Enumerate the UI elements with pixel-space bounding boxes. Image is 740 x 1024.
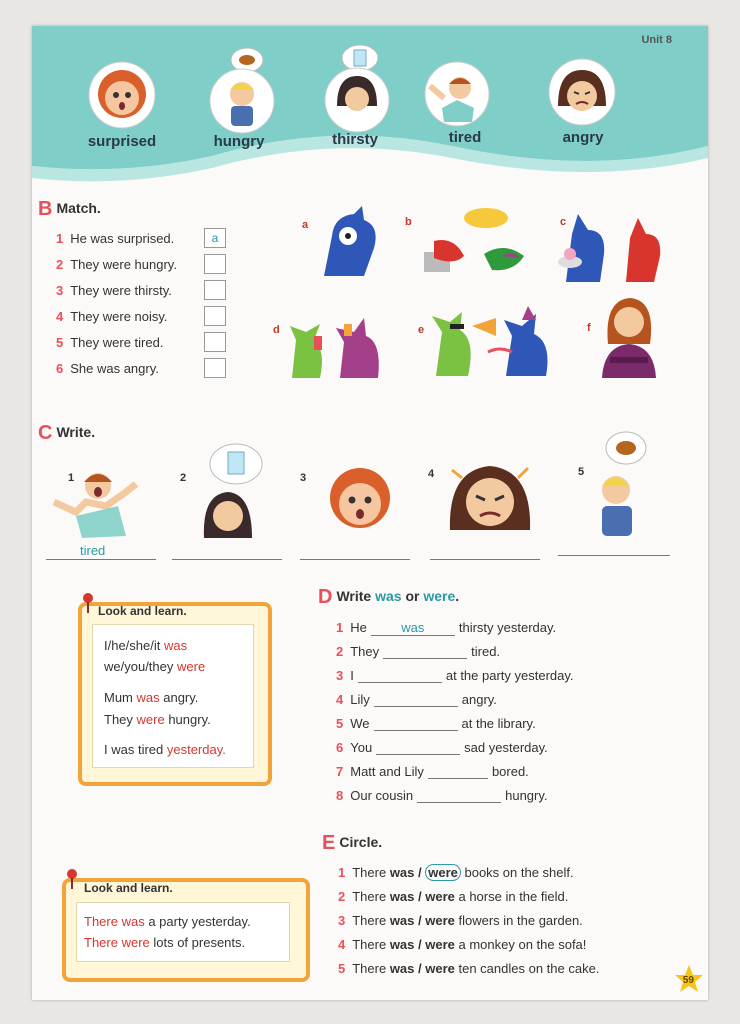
option-was[interactable]: was: [389, 937, 415, 952]
picture-letter-e: e: [418, 324, 425, 336]
surprised-monster-picture: [314, 206, 389, 281]
emotion-label-tired: tired: [448, 129, 482, 146]
write-number-5: 5: [578, 466, 585, 478]
write-answer-line[interactable]: [172, 558, 282, 560]
picture-letter-d: d: [273, 324, 280, 336]
write-was-were-item: 5 We at the library.: [336, 716, 536, 731]
answer-blank[interactable]: [358, 668, 442, 683]
unit-label: Unit 8: [641, 34, 672, 46]
answer-blank[interactable]: [376, 740, 460, 755]
answer-blank[interactable]: [383, 644, 467, 659]
section-letter: C: [38, 422, 53, 444]
write-number-1: 1: [68, 472, 75, 484]
write-number-2: 2: [180, 472, 187, 484]
circle-item: 2 There was / were a horse in the field.: [338, 889, 569, 904]
section-title: Match.: [56, 200, 101, 216]
answer-blank[interactable]: [374, 716, 458, 731]
grammar-line: I/he/she/it was: [104, 638, 188, 653]
thirsty-girl-picture: [190, 440, 270, 540]
answer-blank[interactable]: [417, 788, 501, 803]
option-was[interactable]: was: [389, 889, 415, 904]
tired-boy-picture: [46, 456, 146, 538]
section-letter: D: [318, 586, 333, 608]
circle-item: 4 There was / were a monkey on the sofa!: [338, 937, 587, 952]
hungry-boy-icon: [207, 46, 277, 136]
pin-icon: [64, 868, 80, 890]
picture-letter-c: c: [560, 216, 567, 228]
emotion-label-hungry: hungry: [213, 133, 265, 150]
emotion-label-angry: angry: [562, 129, 604, 146]
match-answer-box[interactable]: [204, 306, 226, 326]
write-number-4: 4: [428, 468, 435, 480]
answer-blank[interactable]: [428, 764, 488, 779]
write-was-were-item: 6 You sad yesterday.: [336, 740, 548, 755]
option-was[interactable]: was: [389, 865, 415, 880]
circle-item: 5 There was / were ten candles on the cake.: [338, 961, 600, 976]
grammar-line: we/you/they were: [104, 659, 206, 674]
grammar-line: I was tired yesterday.: [104, 742, 226, 757]
hungry-boy-picture: [580, 428, 656, 538]
match-answer-box[interactable]: [204, 280, 226, 300]
eating-monsters-picture: [554, 204, 674, 284]
option-was[interactable]: was: [389, 913, 415, 928]
grammar-line: Mum was angry.: [104, 690, 199, 705]
match-answer-box[interactable]: [204, 332, 226, 352]
write-number-3: 3: [300, 472, 307, 484]
write-was-were-item: 7 Matt and Lily bored.: [336, 764, 529, 779]
section-d-heading: D Write was or were.: [318, 586, 460, 608]
pin-icon: [80, 592, 96, 614]
grammar-line: They were hungry.: [104, 712, 211, 727]
circle-item: 3 There was / were flowers in the garden.: [338, 913, 583, 928]
option-were[interactable]: were: [425, 889, 455, 904]
match-answer-box[interactable]: a: [204, 228, 226, 248]
emotion-label-surprised: surprised: [87, 133, 157, 150]
grammar-line: There were lots of presents.: [84, 935, 246, 950]
look-and-learn-title: Look and learn.: [84, 881, 173, 895]
match-item: 6 She was angry.: [56, 361, 159, 376]
write-answer-1: tired: [80, 543, 106, 558]
match-item: 3 They were thirsty.: [56, 283, 172, 298]
workbook-page: [32, 26, 708, 1000]
page-number: 59: [682, 975, 694, 986]
section-title: Write.: [56, 424, 96, 440]
match-item: 2 They were hungry.: [56, 257, 177, 272]
section-letter: E: [322, 832, 336, 854]
option-were[interactable]: were: [425, 937, 455, 952]
surprised-girl-picture: [320, 458, 400, 540]
section-e-heading: [322, 832, 382, 855]
write-answer-line[interactable]: [300, 558, 410, 560]
write-was-were-item: 4 Lily angry.: [336, 692, 497, 707]
match-item: 4 They were noisy.: [56, 309, 168, 324]
surprised-face-icon: [87, 60, 157, 130]
write-was-were-item: 8 Our cousin hungry.: [336, 788, 548, 803]
write-was-were-item: 3 I at the party yesterday.: [336, 668, 574, 683]
write-answer-line[interactable]: [430, 558, 540, 560]
match-answer-box[interactable]: [204, 358, 226, 378]
thirsty-girl-icon: [322, 44, 392, 136]
angry-girl-icon: [546, 56, 618, 128]
picture-letter-a: a: [302, 219, 309, 231]
match-answer-box[interactable]: [204, 254, 226, 274]
emotion-label-thirsty: thirsty: [332, 131, 378, 148]
grammar-line: There was a party yesterday.: [84, 914, 251, 929]
tired-boy-icon: [422, 58, 492, 130]
look-and-learn-title: Look and learn.: [98, 604, 187, 618]
write-answer-line[interactable]: [558, 554, 670, 556]
angry-girl-face-picture: [440, 450, 540, 540]
write-was-were-item: 2 They tired.: [336, 644, 501, 659]
section-letter: B: [38, 198, 53, 220]
write-was-were-item: 1 He was thirsty yesterday.: [336, 620, 557, 635]
option-were[interactable]: were: [425, 913, 455, 928]
option-were[interactable]: were: [425, 961, 455, 976]
option-were-circled[interactable]: were: [425, 864, 461, 881]
noisy-monsters-picture: [428, 296, 568, 381]
write-answer-line[interactable]: [46, 558, 156, 560]
picture-letter-f: f: [587, 322, 591, 334]
circle-item: 1 There was / were books on the shelf.: [338, 865, 574, 880]
thirsty-monsters-picture: [284, 302, 409, 382]
answer-blank[interactable]: was: [371, 620, 455, 636]
section-title: Circle.: [339, 834, 383, 850]
answer-blank[interactable]: [374, 692, 458, 707]
tired-monsters-picture: [414, 196, 534, 281]
section-b-heading: [38, 198, 101, 221]
picture-letter-b: b: [405, 216, 412, 228]
look-and-learn-card: [76, 902, 290, 962]
match-item: 5 They were tired.: [56, 335, 164, 350]
match-item: 1 He was surprised.: [56, 231, 175, 246]
option-was[interactable]: was: [389, 961, 415, 976]
angry-girl-picture: [594, 288, 664, 378]
section-c-heading: [38, 422, 95, 445]
